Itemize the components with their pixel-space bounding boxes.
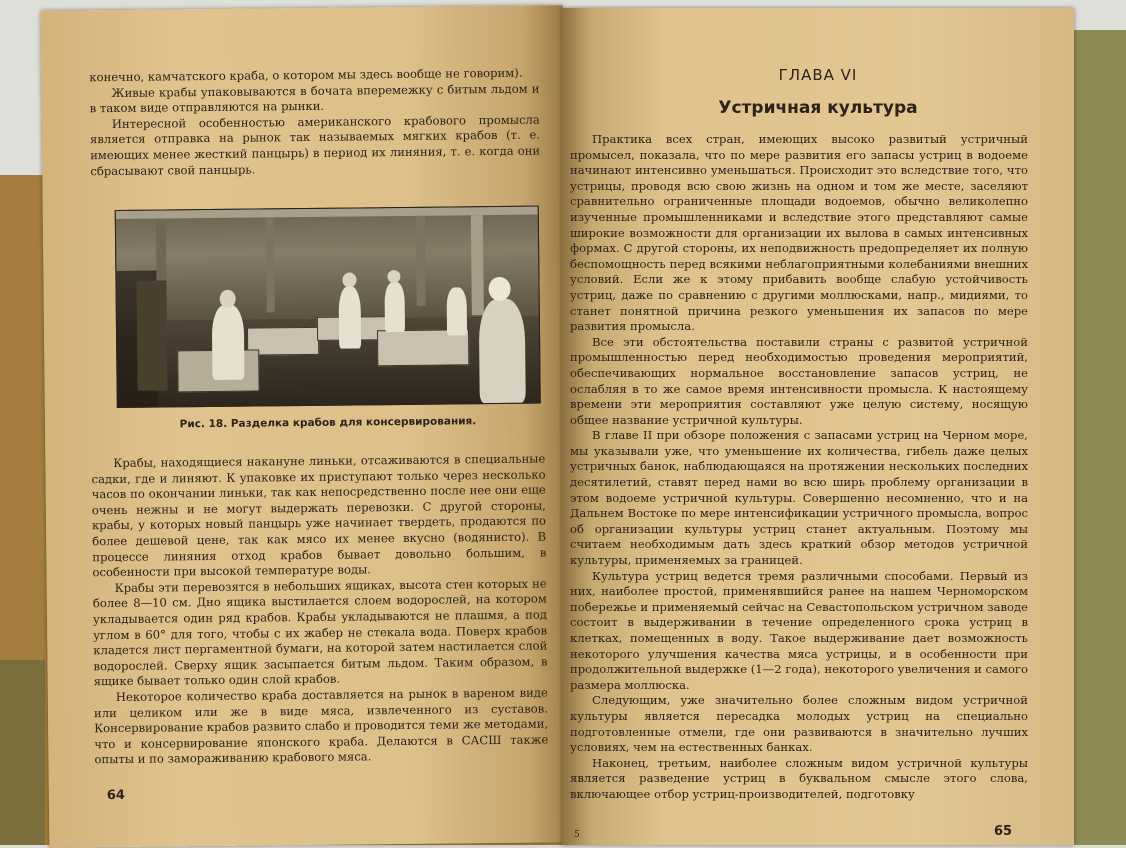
right-page xyxy=(562,8,1074,845)
figure-caption-text: Разделка крабов для консервирования. xyxy=(230,415,477,430)
paragraph: Наконец, третьим, наиболее сложным видом устричной культуры является разведение устриц в буквальном смысле этого слова, включающее отбор устриц-производителей, подготовку xyxy=(570,755,1028,801)
signature-mark: 5 xyxy=(574,830,580,840)
paragraph: Практика всех стран, имеющих высоко развитый устричный промысел, показала, что по мере развития его запасы устриц в водоеме начинают интенсивно уменьшаться. Происходит это вследствие того, что устрицы, проводя всю свою жизнь на одном и том же месте, заселяют сравнительно ограниченные площади водоемов, обычно великолепно изученные промышленниками и вследствие этого представляют самые широкие возможности для организации их вылова в самых интенсивных формах. С другой стороны, их неподвижность предопределяет их полную беспомощность перед всякими неблагоприятными колебаниями внешних условий. Если же к этому прибавить вообще слабую устойчивость устриц, даже по сравнению с другими моллюсками, напр., мидиями, то станет понятной причина резкого уменьшения их запасов по мере развития промысла. xyxy=(570,132,1028,334)
paragraph: В главе II при обзоре положения с запасами устриц на Черном море, мы указывали уже, что уменьшение их количества, гибель даже целых устричных банок, наблюдающаяся на протяжении нескольких последних десятилетий, ставят перед нами во всю ширь проблему организации в этом водоеме устричной культуры. Совершенно несомненно, что и на Дальнем Востоке по мере интенсификации устричного промысла, вопрос об организации культуры устриц станет актуальным. Поэтому мы считаем необходимым дать здесь краткий обзор методов устричной культуры, применяемых за границей. xyxy=(570,428,1028,568)
figure-number: Рис. 18. xyxy=(179,417,228,431)
paragraph: Все эти обстоятельства поставили страны с развитой устричной промышленностью перед необходимостью проведения мероприятий, обеспечивающих нормальное восстановление запасов устриц, не ослабляя в то же самое время интенсивности промысла. К настоящему времени эти мероприятия составляют уже целую систему, носящую общее название устричной культуры. xyxy=(570,334,1028,427)
chapter-label: ГЛАВА VI xyxy=(778,66,858,84)
paragraph: конечно, камчатского краба, о котором мы здесь вообще не говорим). xyxy=(89,65,523,85)
figure-photo-crab-processing xyxy=(115,206,541,408)
paragraph: Крабы эти перевозятся в небольших ящиках, высота стен которых не более 8—10 см. Дно ящика выстилается слоем водорослей, на котором укладывается один ряд крабов. Крабы укладываются не плашмя, а под углом в 60° для того, чтобы с их жабер не стекала вода. Поверх крабов кладется лист пергаментной бумаги, на которой затем настилается слой водорослей. Сверху ящик засыпается битым льдом. Таким образом, в ящике бывает только один слой крабов. xyxy=(92,576,548,689)
paragraph: Культура устриц ведется тремя различными способами. Первый из них, наиболее простой, применявшийся ранее на нашем Черноморском побережье и применяемый сейчас на Севастопольском устричном заводе состоит в выдерживании в течение определенного срока устриц в клетках, помещенных в воду. Такое выдерживание дает возможность некоторого улучшения качества мяса устрицы, и в особенности при продолжительной выдержке (1—2 года), некоторого увеличения и самого размера моллюска. xyxy=(570,568,1028,692)
left-page xyxy=(41,5,572,847)
figure-caption xyxy=(117,415,539,431)
paragraph: Некоторое количество краба доставляется на рынок в вареном виде или целиком или же в виде мяса, извлеченного из суставов. Консервирование крабов развито слабо и проводится теми же методами, что и консервирование японского краба. Делаются в САСШ также опыты и по замораживанию крабового мяса. xyxy=(93,685,549,767)
right-body-text xyxy=(570,132,1028,803)
paragraph: Интересной особенностью американского крабового промысла является отправка на рынок так называемых мягких крабов (т. е. имеющих менее жесткий панцырь) в период их линяния, т. е. когда они сбрасывают свой панцырь. xyxy=(89,112,541,178)
paragraph: Следующим, уже значительно более сложным видом устричной культуры является пересадка молодых устриц на специально подготовленные отмели, где они развиваются в значительно лучших условиях, чем на естественных банках. xyxy=(570,693,1028,755)
left-top-text xyxy=(89,66,540,180)
paragraph: Живые крабы упаковываются в бочата вперемежку с битым льдом и в таком виде отправляются на рынки. xyxy=(89,81,540,116)
paragraph: Крабы, находящиеся накануне линьки, отсаживаются в специальные садки, где и линяют. К упаковке их приступают только через несколько часов по окончании линьки, так как непосредственно после нее они еще очень нежны и не могут выдержать перевозки. С другой стороны, крабы, у которых новый панцырь уже начинает твердеть, продаются по более дешевой цене, так как мясо их менее вкусно (водянисто). В процессе линяния отход крабов бывает довольно большим, в особенности при высокой температуре воды. xyxy=(91,451,547,580)
left-bottom-text xyxy=(91,451,548,768)
page-number: 64 xyxy=(106,787,126,804)
background-green-corner xyxy=(0,660,45,845)
chapter-title: Устричная культура xyxy=(718,98,918,118)
page-number: 65 xyxy=(994,824,1013,839)
